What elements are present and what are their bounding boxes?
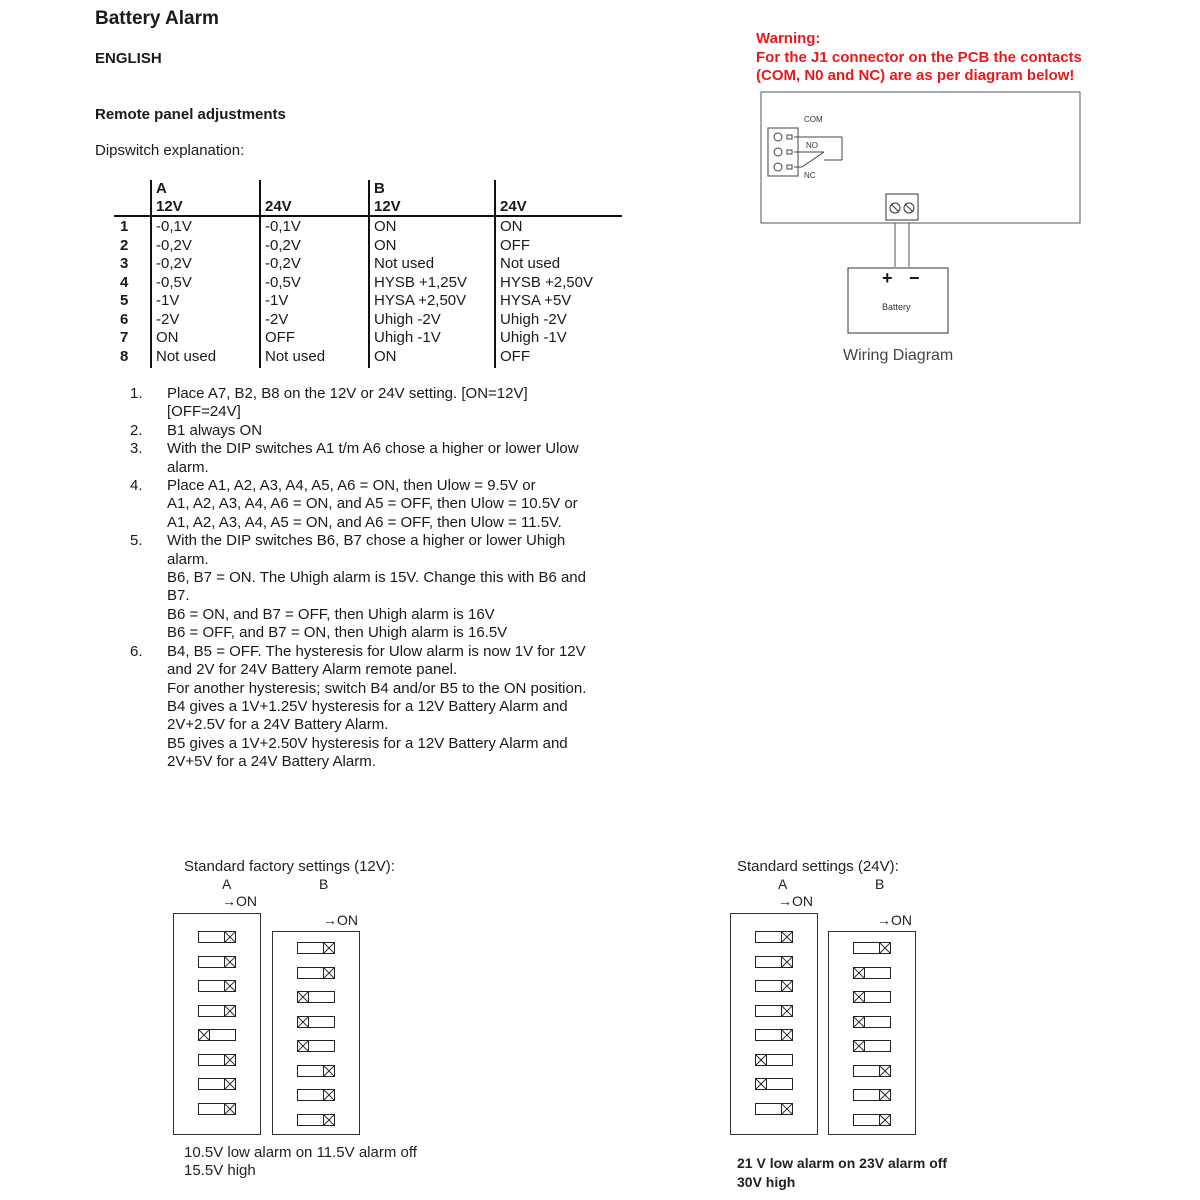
cell-b24: HYSA +5V [500,292,572,309]
panel-title: Standard settings (24V): [737,858,899,875]
table-divider [368,180,370,368]
switch-knob [879,942,891,954]
j1-terminal-block [768,128,798,176]
on-direction-label: →ON [877,912,912,928]
caption-line: 30V high [737,1174,796,1190]
cell-b12: ON [374,236,397,254]
cell-b24: OFF [500,347,530,365]
switch-number: 3 [120,255,129,272]
switch-knob [853,991,865,1003]
dip-switch-6 [297,1065,335,1077]
switch-knob [224,1005,236,1017]
instruction-number: 6. [130,642,143,660]
connector-screw-slot [905,204,913,212]
cell-b24: ON [500,218,523,235]
wiring-drawing [758,90,1088,370]
dip-switch-1 [755,931,793,943]
dip-switch-7 [755,1078,793,1090]
cell-a24: -0,1V [265,218,301,235]
switch-number: 1 [120,218,129,235]
dipswitch-bank-b [828,931,916,1135]
table-divider [150,180,152,368]
cell-a12: -0,5V [156,273,192,291]
instruction-text: B4, B5 = OFF. The hysteresis for Ulow alarm is now 1V for 12V [167,642,586,660]
cell-b12: HYSB +1,25V [374,273,467,291]
switch-knob [297,991,309,1003]
dipswitch-subheading: Dipswitch explanation: [95,142,245,159]
switch-knob [781,931,793,943]
dip-switch-2 [297,967,335,979]
instruction-text: B5 gives a 1V+2.50V hysteresis for a 12V Battery Alarm and [167,734,568,752]
dip-switch-4 [297,1016,335,1028]
cell-a12: -1V [156,292,180,309]
dipswitch-table [114,178,622,368]
warning-line: (COM, N0 and NC) are as per diagram below! [756,67,1075,84]
caption-line: 21 V low alarm on 23V alarm off [737,1155,948,1171]
switch-knob [853,1040,865,1052]
language-label: ENGLISH [95,50,162,67]
on-direction-label: →ON [323,912,358,928]
instruction-number: 3. [130,440,143,458]
dip-switch-2 [755,956,793,968]
com-label: COM [804,115,823,124]
switch-number: 4 [120,273,129,291]
cell-a24: -0,2V [265,255,301,272]
cell-a12: -0,2V [156,255,192,272]
dip-switch-4 [755,1005,793,1017]
switch-knob [755,1054,767,1066]
instruction-text: With the DIP switches A1 t/m A6 chose a higher or lower Ulow [167,440,579,458]
switch-knob [224,1054,236,1066]
dip-switch-5 [755,1029,793,1041]
dip-switch-3 [198,980,236,992]
panel-b-label: B [875,876,885,892]
cell-b24: OFF [500,236,530,254]
cell-b24: Uhigh -1V [500,329,567,346]
instruction-text: alarm. [167,550,209,568]
switch-knob [755,1078,767,1090]
instruction-text: Place A7, B2, B8 on the 12V or 24V setting. [ON=12V] [167,385,528,402]
instruction-text: B6 = OFF, and B7 = ON, then Uhigh alarm is 16.5V [167,624,508,642]
relay-switch [802,152,824,167]
instruction-text: 2V+2.5V for a 24V Battery Alarm. [167,716,389,734]
panel-a-label: A [778,876,788,892]
on-direction-label: →ON [222,893,257,909]
instruction-list [130,385,650,772]
pcb-outline [761,92,1080,223]
instruction-number: 2. [130,421,143,439]
dip-switch-3 [755,980,793,992]
dip-switch-7 [853,1089,891,1101]
cell-b12: Uhigh -1V [374,329,441,346]
dip-switch-7 [198,1078,236,1090]
switch-knob [198,1029,210,1041]
dip-switch-8 [755,1103,793,1115]
switch-knob [781,1029,793,1041]
dipswitch-bank-a [730,913,818,1135]
dip-switch-8 [297,1114,335,1126]
caption-line: 15.5V high [184,1162,256,1179]
switch-number: 6 [120,310,129,328]
settings-caption [184,1144,417,1180]
dip-switch-8 [198,1103,236,1115]
dip-switch-5 [297,1040,335,1052]
on-direction-label: →ON [778,893,813,909]
switch-knob [781,1103,793,1115]
dip-switch-6 [198,1054,236,1066]
battery-plus-label: + [882,268,893,288]
nc-label: NC [804,171,816,180]
cell-a24: -2V [265,310,289,328]
instruction-text: A1, A2, A3, A4, A6 = ON, and A5 = OFF, then Ulow = 10.5V or [167,495,578,513]
column-header-a24: 24V [265,198,292,215]
instruction-item [130,385,650,422]
instruction-text: B1 always ON [167,421,263,439]
switch-knob [323,1089,335,1101]
column-header-b12: 12V [374,198,401,215]
instruction-item [130,422,650,440]
instruction-text: With the DIP switches B6, B7 chose a higher or lower Uhigh [167,532,566,550]
dip-switch-6 [755,1054,793,1066]
panel-b-label: B [319,876,329,892]
switch-knob [224,931,236,943]
battery-minus-label: − [909,268,920,288]
dip-switch-3 [297,991,335,1003]
cell-a12: -0,1V [156,218,192,235]
no-label: NO [806,141,818,150]
warning-note [756,30,1082,86]
dip-switch-6 [853,1065,891,1077]
section-heading: Remote panel adjustments [95,106,286,123]
group-a-header: A [156,180,167,197]
table-divider [494,180,496,368]
dipswitch-bank-a [173,913,261,1135]
warning-line: For the J1 connector on the PCB the contacts [756,48,1082,66]
instruction-item [130,643,650,772]
cell-a12: -2V [156,310,180,328]
dip-switch-4 [853,1016,891,1028]
cell-b12: HYSA +2,50V [374,292,467,309]
switch-knob [781,980,793,992]
dip-switch-4 [198,1005,236,1017]
cell-a12: Not used [156,347,217,365]
cell-a24: -0,2V [265,236,301,254]
panel-a-label: A [222,876,232,892]
switch-knob [323,1065,335,1077]
instruction-item [130,440,650,477]
terminal-screw [774,163,782,171]
dip-switch-5 [198,1029,236,1041]
switch-knob [297,1016,309,1028]
cell-b12: Uhigh -2V [374,310,441,328]
cell-b24: Uhigh -2V [500,310,567,328]
switch-knob [879,1089,891,1101]
instruction-number: 5. [130,532,143,550]
switch-knob [323,1114,335,1126]
dip-switch-5 [853,1040,891,1052]
cell-b12: Not used [374,255,435,272]
cell-b12: ON [374,347,397,365]
dip-switch-8 [853,1114,891,1126]
switch-number: 2 [120,236,129,254]
cell-b24: HYSB +2,50V [500,273,593,291]
instruction-number: 1. [130,385,143,402]
switch-knob [781,956,793,968]
dip-switch-1 [853,942,891,954]
settings-caption [737,1154,947,1192]
instruction-text: B4 gives a 1V+1.25V hysteresis for a 12V Battery Alarm and [167,697,568,715]
panel-title: Standard factory settings (12V): [184,858,395,875]
instruction-text: B6 = ON, and B7 = OFF, then Uhigh alarm is 16V [167,605,495,623]
switch-knob [224,956,236,968]
cell-b12: ON [374,218,397,235]
dip-switch-1 [297,942,335,954]
cell-b24: Not used [500,255,561,272]
wiring-diagram [758,90,1088,370]
battery-box [848,268,948,333]
dip-switch-2 [198,956,236,968]
instruction-text: and 2V for 24V Battery Alarm remote panel. [167,661,458,679]
dip-switch-1 [198,931,236,943]
switch-knob [781,1005,793,1017]
cell-a24: Not used [265,347,326,365]
caption-line: 10.5V low alarm on 11.5V alarm off [184,1144,417,1161]
instruction-text: B6, B7 = ON. The Uhigh alarm is 15V. Change this with B6 and [167,569,586,587]
cell-a12: -0,2V [156,236,192,254]
column-header-b24: 24V [500,198,527,215]
instruction-item [130,477,650,532]
switch-knob [879,1065,891,1077]
cell-a24: -0,5V [265,273,301,291]
instruction-item [130,532,650,642]
terminal-pin [787,150,792,154]
wiring-caption: Wiring Diagram [843,347,954,364]
terminal-screw [774,133,782,141]
switch-knob [224,980,236,992]
switch-knob [879,1114,891,1126]
table-divider [259,180,261,368]
terminal-pin [787,135,792,139]
terminal-pin [787,165,792,169]
switch-knob [297,1040,309,1052]
instruction-text: For another hysteresis; switch B4 and/or B5 to the ON position. [167,679,587,697]
switch-number: 8 [120,347,129,365]
document-title: Battery Alarm [95,8,219,29]
battery-label: Battery [882,302,911,312]
switch-number: 5 [120,292,129,309]
dipswitch-bank-b [272,931,360,1135]
instruction-text: alarm. [167,458,209,476]
instruction-number: 4. [130,477,143,495]
instruction-text: B7. [167,587,190,605]
instruction-text: A1, A2, A3, A4, A5 = ON, and A6 = OFF, then Ulow = 11.5V. [167,513,562,531]
column-header-a12: 12V [156,198,183,215]
connector-screw-slot [891,204,899,212]
switch-knob [323,942,335,954]
terminal-screw [774,148,782,156]
cell-a12: ON [156,329,179,346]
switch-knob [224,1103,236,1115]
dip-switch-7 [297,1089,335,1101]
dip-switch-3 [853,991,891,1003]
warning-title: Warning: [756,30,821,47]
cell-a24: OFF [265,329,295,346]
switch-knob [323,967,335,979]
battery-connector [886,194,918,220]
group-b-header: B [374,180,385,197]
switch-knob [853,1016,865,1028]
switch-number: 7 [120,329,129,346]
instruction-text: Place A1, A2, A3, A4, A5, A6 = ON, then Ulow = 9.5V or [167,477,536,495]
switch-knob [853,967,865,979]
switch-knob [224,1078,236,1090]
dip-switch-2 [853,967,891,979]
cell-a24: -1V [265,292,289,309]
instruction-text: 2V+5V for a 24V Battery Alarm. [167,753,376,771]
instruction-text: [OFF=24V] [167,403,241,421]
